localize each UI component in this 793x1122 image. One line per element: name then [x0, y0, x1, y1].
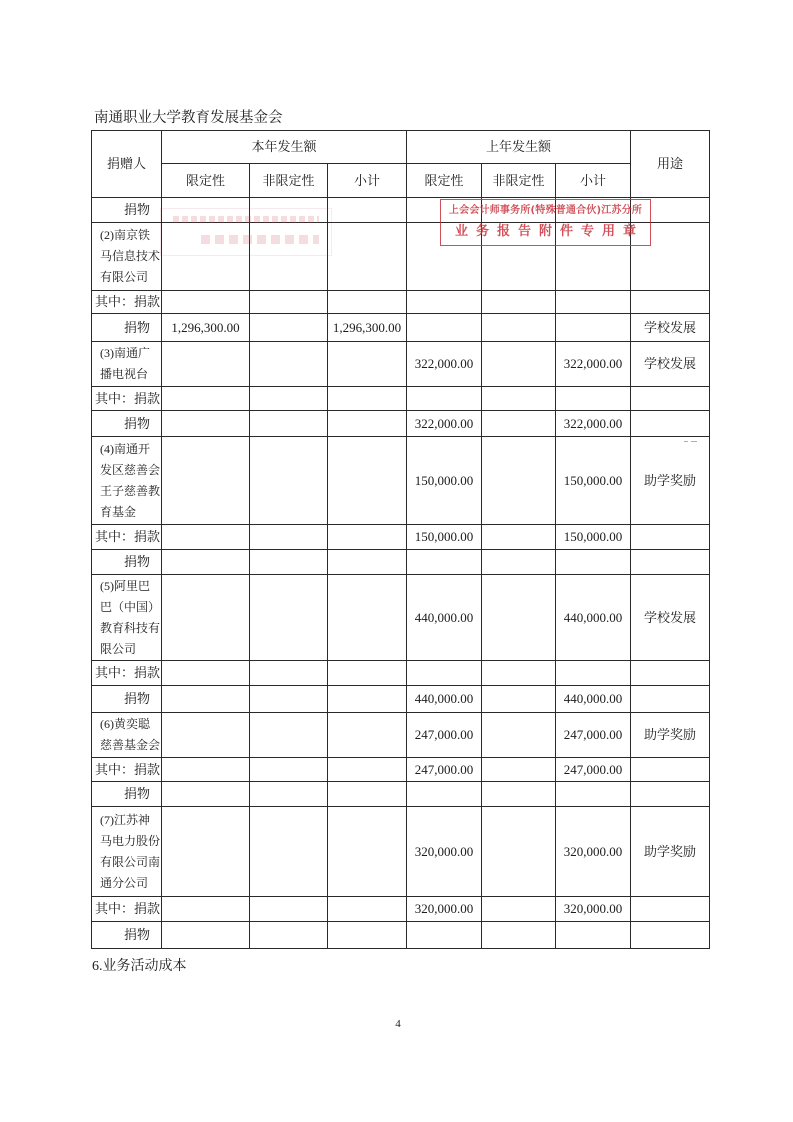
prior-unrestricted-cell [482, 661, 556, 686]
prior-subtotal-cell: 247,000.00 [556, 758, 631, 782]
table-row [92, 437, 710, 525]
donor-cell: 其中：捐款 [92, 758, 162, 782]
prior-restricted-cell: 320,000.00 [407, 897, 482, 922]
prior-subtotal-cell [556, 550, 631, 575]
purpose-cell [631, 550, 710, 575]
current-restricted-cell [162, 807, 250, 897]
prior-restricted-cell [407, 782, 482, 807]
table-row [92, 525, 710, 550]
current-restricted-cell: 1,296,300.00 [162, 314, 250, 342]
prior-unrestricted-cell [482, 291, 556, 314]
donor-cell: 捐物 [92, 686, 162, 713]
donor-cell: 捐物 [92, 550, 162, 575]
purpose-cell: 学校发展 [631, 314, 710, 342]
purpose-cell: 助学奖励 [631, 437, 710, 525]
table-subheader-row [92, 164, 710, 198]
donor-cell: (2)南京铁 马信息技术 有限公司 [92, 223, 162, 291]
header-donor: 捐赠人 [92, 131, 162, 198]
prior-restricted-cell: 247,000.00 [407, 758, 482, 782]
prior-subtotal-cell [556, 782, 631, 807]
current-restricted-cell [162, 342, 250, 387]
header-prior-subtotal: 小计 [556, 164, 631, 198]
current-restricted-cell [162, 686, 250, 713]
stamp-firm-name: 上会会计师事务所(特殊普通合伙)江苏分所 [448, 205, 643, 216]
current-subtotal-cell [328, 387, 407, 411]
faded-stamp-line [201, 235, 319, 244]
table-row [92, 897, 710, 922]
prior-restricted-cell: 322,000.00 [407, 342, 482, 387]
organization-title: 南通职业大学教育发展基金会 [94, 110, 283, 126]
donor-cell: 其中：捐款 [92, 661, 162, 686]
current-restricted-cell [162, 525, 250, 550]
purpose-cell: 助学奖励 [631, 713, 710, 758]
table-row [92, 291, 710, 314]
current-subtotal-cell [328, 782, 407, 807]
prior-subtotal-cell: 320,000.00 [556, 807, 631, 897]
table-row [92, 387, 710, 411]
current-subtotal-cell [328, 550, 407, 575]
current-unrestricted-cell [250, 550, 328, 575]
purpose-cell [631, 411, 710, 437]
donor-cell: 其中：捐款 [92, 897, 162, 922]
donor-cell: 捐物 [92, 314, 162, 342]
prior-subtotal-cell [556, 291, 631, 314]
table-row [92, 575, 710, 661]
table-row [92, 342, 710, 387]
current-unrestricted-cell [250, 411, 328, 437]
current-subtotal-cell [328, 897, 407, 922]
prior-restricted-cell [407, 291, 482, 314]
faded-stamp-line [173, 216, 319, 223]
table-row [92, 686, 710, 713]
current-subtotal-cell [328, 922, 407, 949]
faded-stamp-impression [160, 208, 332, 256]
donor-cell: (4)南通开 发区慈善会 王子慈善教 育基金 [92, 437, 162, 525]
prior-subtotal-cell: 440,000.00 [556, 575, 631, 661]
current-subtotal-cell [328, 661, 407, 686]
current-unrestricted-cell [250, 437, 328, 525]
purpose-cell [631, 782, 710, 807]
header-purpose: 用途 [631, 131, 710, 198]
prior-subtotal-cell: 150,000.00 [556, 437, 631, 525]
donor-cell: 其中：捐款 [92, 387, 162, 411]
current-subtotal-cell [328, 437, 407, 525]
current-unrestricted-cell [250, 758, 328, 782]
header-current-year: 本年发生额 [162, 131, 407, 164]
prior-restricted-cell: 440,000.00 [407, 686, 482, 713]
page-number: 4 [395, 1018, 401, 1030]
table-row [92, 713, 710, 758]
current-unrestricted-cell [250, 387, 328, 411]
table-row [92, 807, 710, 897]
table-row [92, 661, 710, 686]
purpose-cell [631, 525, 710, 550]
stamp-purpose: 业务报告附件专用章 [454, 224, 644, 239]
current-restricted-cell [162, 713, 250, 758]
current-unrestricted-cell [250, 525, 328, 550]
purpose-cell: 学校发展 [631, 342, 710, 387]
prior-subtotal-cell: 150,000.00 [556, 525, 631, 550]
prior-subtotal-cell [556, 387, 631, 411]
prior-unrestricted-cell [482, 525, 556, 550]
table-row [92, 782, 710, 807]
table-row [92, 922, 710, 949]
prior-restricted-cell: 320,000.00 [407, 807, 482, 897]
header-prior-restricted: 限定性 [407, 164, 482, 198]
purpose-cell [631, 291, 710, 314]
prior-unrestricted-cell [482, 342, 556, 387]
current-restricted-cell [162, 758, 250, 782]
prior-unrestricted-cell [482, 686, 556, 713]
prior-restricted-cell: 247,000.00 [407, 713, 482, 758]
current-subtotal-cell [328, 411, 407, 437]
prior-unrestricted-cell [482, 758, 556, 782]
prior-unrestricted-cell [482, 713, 556, 758]
current-subtotal-cell [328, 807, 407, 897]
prior-subtotal-cell: 247,000.00 [556, 713, 631, 758]
current-unrestricted-cell [250, 661, 328, 686]
current-restricted-cell [162, 782, 250, 807]
scan-speck [691, 441, 697, 442]
prior-subtotal-cell [556, 661, 631, 686]
header-current-restricted: 限定性 [162, 164, 250, 198]
current-subtotal-cell [328, 525, 407, 550]
purpose-cell: 学校发展 [631, 575, 710, 661]
current-restricted-cell [162, 437, 250, 525]
prior-unrestricted-cell [482, 387, 556, 411]
prior-subtotal-cell [556, 922, 631, 949]
current-unrestricted-cell [250, 291, 328, 314]
current-restricted-cell [162, 550, 250, 575]
prior-unrestricted-cell [482, 550, 556, 575]
current-restricted-cell [162, 291, 250, 314]
donor-cell: 捐物 [92, 411, 162, 437]
current-subtotal-cell [328, 198, 407, 223]
current-subtotal-cell [328, 223, 407, 291]
purpose-cell [631, 758, 710, 782]
current-unrestricted-cell [250, 342, 328, 387]
prior-subtotal-cell: 322,000.00 [556, 342, 631, 387]
current-subtotal-cell [328, 575, 407, 661]
table-row [92, 411, 710, 437]
prior-unrestricted-cell [482, 897, 556, 922]
current-unrestricted-cell [250, 782, 328, 807]
donor-cell: (3)南通广 播电视台 [92, 342, 162, 387]
table-row [92, 758, 710, 782]
current-unrestricted-cell [250, 807, 328, 897]
current-restricted-cell [162, 897, 250, 922]
donor-cell: 其中：捐款 [92, 291, 162, 314]
purpose-cell [631, 686, 710, 713]
prior-subtotal-cell: 322,000.00 [556, 411, 631, 437]
header-current-unrestricted: 非限定性 [250, 164, 328, 198]
donor-cell: (7)江苏神 马电力股份 有限公司南 通分公司 [92, 807, 162, 897]
current-unrestricted-cell [250, 686, 328, 713]
prior-subtotal-cell: 440,000.00 [556, 686, 631, 713]
prior-restricted-cell [407, 387, 482, 411]
donor-cell: (5)阿里巴 巴（中国） 教育科技有 限公司 [92, 575, 162, 661]
table-row [92, 314, 710, 342]
section-heading: 6.业务活动成本 [92, 959, 187, 974]
prior-unrestricted-cell [482, 782, 556, 807]
table-row [92, 550, 710, 575]
current-subtotal-cell [328, 291, 407, 314]
auditor-stamp [440, 199, 651, 246]
donor-cell: 捐物 [92, 922, 162, 949]
current-subtotal-cell [328, 758, 407, 782]
prior-restricted-cell [407, 661, 482, 686]
prior-unrestricted-cell [482, 922, 556, 949]
current-restricted-cell [162, 387, 250, 411]
current-unrestricted-cell [250, 713, 328, 758]
prior-subtotal-cell [556, 314, 631, 342]
purpose-cell [631, 897, 710, 922]
scan-speck [684, 441, 688, 442]
header-current-subtotal: 小计 [328, 164, 407, 198]
current-subtotal-cell [328, 713, 407, 758]
current-subtotal-cell: 1,296,300.00 [328, 314, 407, 342]
donor-cell: 捐物 [92, 198, 162, 223]
current-unrestricted-cell [250, 314, 328, 342]
donor-cell: (6)黄奕聪 慈善基金会 [92, 713, 162, 758]
prior-restricted-cell: 322,000.00 [407, 411, 482, 437]
table-header-row [92, 131, 710, 164]
header-prior-year: 上年发生额 [407, 131, 631, 164]
header-prior-unrestricted: 非限定性 [482, 164, 556, 198]
prior-restricted-cell [407, 922, 482, 949]
purpose-cell [631, 661, 710, 686]
prior-restricted-cell: 440,000.00 [407, 575, 482, 661]
prior-unrestricted-cell [482, 807, 556, 897]
current-restricted-cell [162, 661, 250, 686]
prior-unrestricted-cell [482, 314, 556, 342]
prior-unrestricted-cell [482, 437, 556, 525]
current-subtotal-cell [328, 342, 407, 387]
current-restricted-cell [162, 575, 250, 661]
current-unrestricted-cell [250, 922, 328, 949]
purpose-cell: 助学奖励 [631, 807, 710, 897]
donor-cell: 捐物 [92, 782, 162, 807]
prior-restricted-cell [407, 314, 482, 342]
prior-unrestricted-cell [482, 575, 556, 661]
prior-subtotal-cell: 320,000.00 [556, 897, 631, 922]
donor-cell: 其中：捐款 [92, 525, 162, 550]
purpose-cell [631, 387, 710, 411]
prior-restricted-cell: 150,000.00 [407, 525, 482, 550]
prior-unrestricted-cell [482, 411, 556, 437]
current-unrestricted-cell [250, 897, 328, 922]
prior-restricted-cell [407, 550, 482, 575]
prior-restricted-cell: 150,000.00 [407, 437, 482, 525]
current-restricted-cell [162, 411, 250, 437]
current-restricted-cell [162, 922, 250, 949]
current-subtotal-cell [328, 686, 407, 713]
purpose-cell [631, 922, 710, 949]
current-unrestricted-cell [250, 575, 328, 661]
